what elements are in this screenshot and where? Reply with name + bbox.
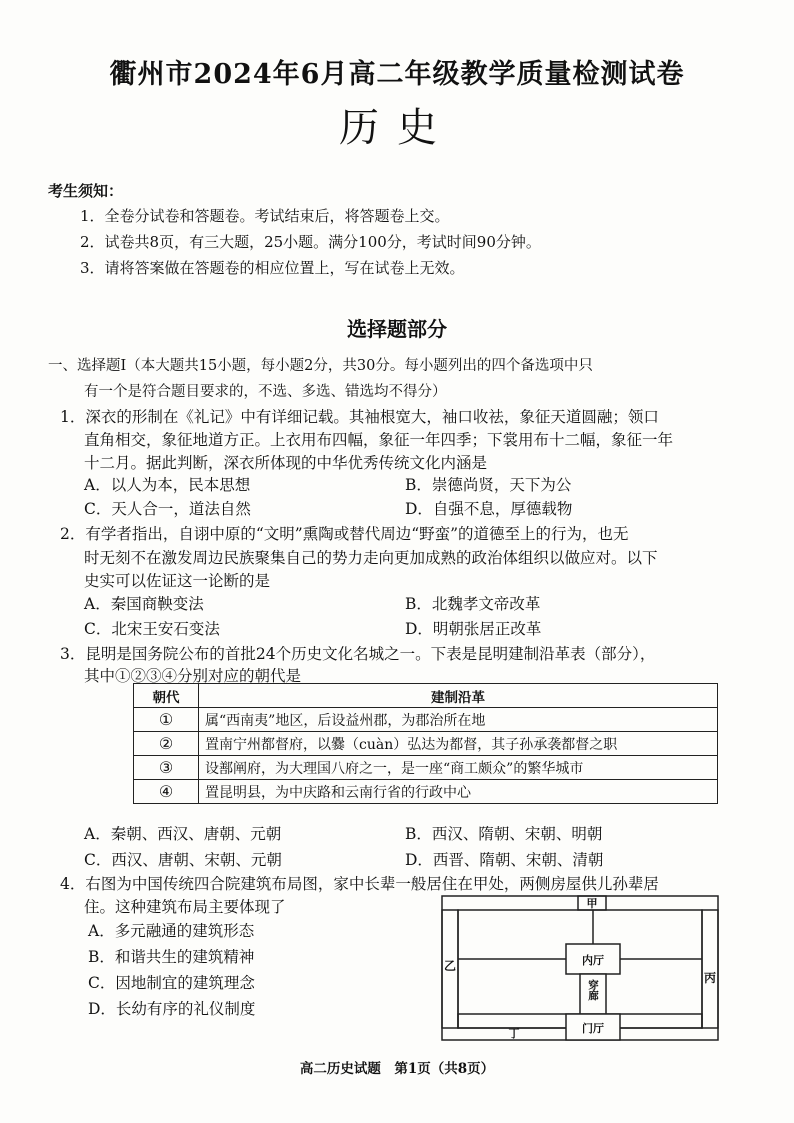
table-cell-text: 属“西南夷”地区，后设益州郡，为郡治所在地	[199, 708, 718, 732]
notice-heading: 考生须知：	[48, 182, 124, 200]
table-cell-num: ②	[134, 732, 199, 756]
question-2-option-d: D．明朝张居正改革	[405, 620, 542, 638]
part-instructions: 有一个是符合题目要求的，不选、多选、错选均不得分）	[84, 384, 447, 400]
question-2-option-b: B．北魏孝文帝改革	[405, 595, 541, 613]
label-inner-hall: 内厅	[582, 954, 604, 967]
question-3-option-c: C．西汉、唐朝、宋朝、元朝	[84, 851, 282, 869]
subject-title: 历史	[339, 105, 455, 151]
question-2-option-a: A．秦国商鞅变法	[84, 595, 204, 613]
question-4-option-c: C．因地制宜的建筑理念	[88, 974, 255, 992]
exam-title: 衢州市2024年6月高二年级教学质量检测试卷	[109, 59, 685, 90]
table-cell-text: 设鄯阐府，为大理国八府之一，是一座“商工颇众”的繁华城市	[199, 756, 718, 780]
table-cell-text: 置南宁州都督府，以爨（cuàn）弘达为都督，其子孙承袭都督之职	[199, 732, 718, 756]
label-gate-hall: 门厅	[582, 1022, 604, 1035]
notice-item: 1．全卷分试卷和答题卷。考试结束后，将答题卷上交。	[80, 207, 450, 225]
question-4-option-b: B．和谐共生的建筑精神	[88, 948, 255, 966]
question-4-option-a: A．多元融通的建筑形态	[88, 922, 255, 940]
label-jia: 甲	[586, 897, 598, 910]
history-table	[133, 683, 718, 804]
question-3-option-d: D．西晋、隋朝、宋朝、清朝	[405, 851, 604, 869]
question-3-option-b: B．西汉、隋朝、宋朝、明朝	[405, 825, 603, 843]
question-3-stem: 3．昆明是国务院公布的首批24个历史文化名城之一。下表是昆明建制沿革表（部分），	[60, 645, 656, 663]
question-1-option-b: B．崇德尚贤，天下为公	[405, 476, 572, 494]
question-4-stem: 4．右图为中国传统四合院建筑布局图，家中长辈一般居住在甲处，两侧房屋供儿孙辈居	[60, 875, 659, 893]
table-header-row	[134, 684, 718, 708]
question-1-stem: 1．深衣的形制在《礼记》中有详细记载。其袖根宽大，袖口收祛，象征天道圆融；领口	[60, 408, 659, 426]
room-bing	[702, 910, 718, 1028]
question-1-stem: 直角相交，象征地道方正。上衣用布四幅，象征一年四季；下裳用布十二幅，象征一年	[84, 431, 674, 449]
section-title: 选择题部分	[347, 317, 447, 341]
question-2-stem: 2．有学者指出，自诩中原的“文明”熏陶或替代周边“野蛮”的道德至上的行为，也无	[60, 525, 629, 543]
question-2-stem: 史实可以佐证这一论断的是	[84, 572, 271, 590]
question-1-option-a: A．以人为本，民本思想	[84, 476, 251, 494]
question-4-stem: 住。这种建筑布局主要体现了	[84, 898, 286, 916]
courtyard-diagram	[440, 892, 720, 1044]
table-row	[134, 756, 718, 780]
question-3-stem: 其中①②③④分别对应的朝代是	[84, 667, 302, 685]
question-2-option-c: C．北宋王安石变法	[84, 620, 220, 638]
label-yi: 乙	[443, 959, 457, 973]
question-2-stem: 时无刻不在激发周边民族聚集自己的势力走向更加成熟的政治体组织以做应对。以下	[84, 549, 658, 567]
notice-item: 3．请将答案做在答题卷的相应位置上，写在试卷上无效。	[80, 259, 465, 277]
table-cell-num: ④	[134, 780, 199, 804]
table-row	[134, 732, 718, 756]
label-ding: 丁	[508, 1027, 520, 1040]
table-cell-text: 置昆明县，为中庆路和云南行省的行政中心	[199, 780, 718, 804]
table-header-evolution: 建制沿革	[199, 684, 718, 708]
table-cell-num: ③	[134, 756, 199, 780]
table-row	[134, 708, 718, 732]
question-4-option-d: D．长幼有序的礼仪制度	[88, 1000, 256, 1018]
label-corridor: 穿廊	[587, 979, 599, 1001]
notice-item: 2．试卷共8页，有三大题，25小题。满分100分，考试时间90分钟。	[80, 233, 541, 251]
table-header-dynasty: 朝代	[134, 684, 199, 708]
question-1-stem: 十二月。据此判断，深衣所体现的中华优秀传统文化内涵是	[84, 454, 488, 472]
table-row	[134, 780, 718, 804]
part-instructions: 一、选择题Ⅰ（本大题共15小题，每小题2分，共30分。每小题列出的四个备选项中只	[48, 358, 593, 374]
question-1-option-d: D．自强不息，厚德载物	[405, 500, 573, 518]
page-footer: 高二历史试题 第1页（共8页）	[299, 1061, 495, 1077]
question-1-option-c: C．天人合一，道法自然	[84, 500, 251, 518]
question-3-option-a: A．秦朝、西汉、唐朝、元朝	[84, 825, 282, 843]
label-bing: 丙	[703, 971, 717, 985]
table-cell-num: ①	[134, 708, 199, 732]
